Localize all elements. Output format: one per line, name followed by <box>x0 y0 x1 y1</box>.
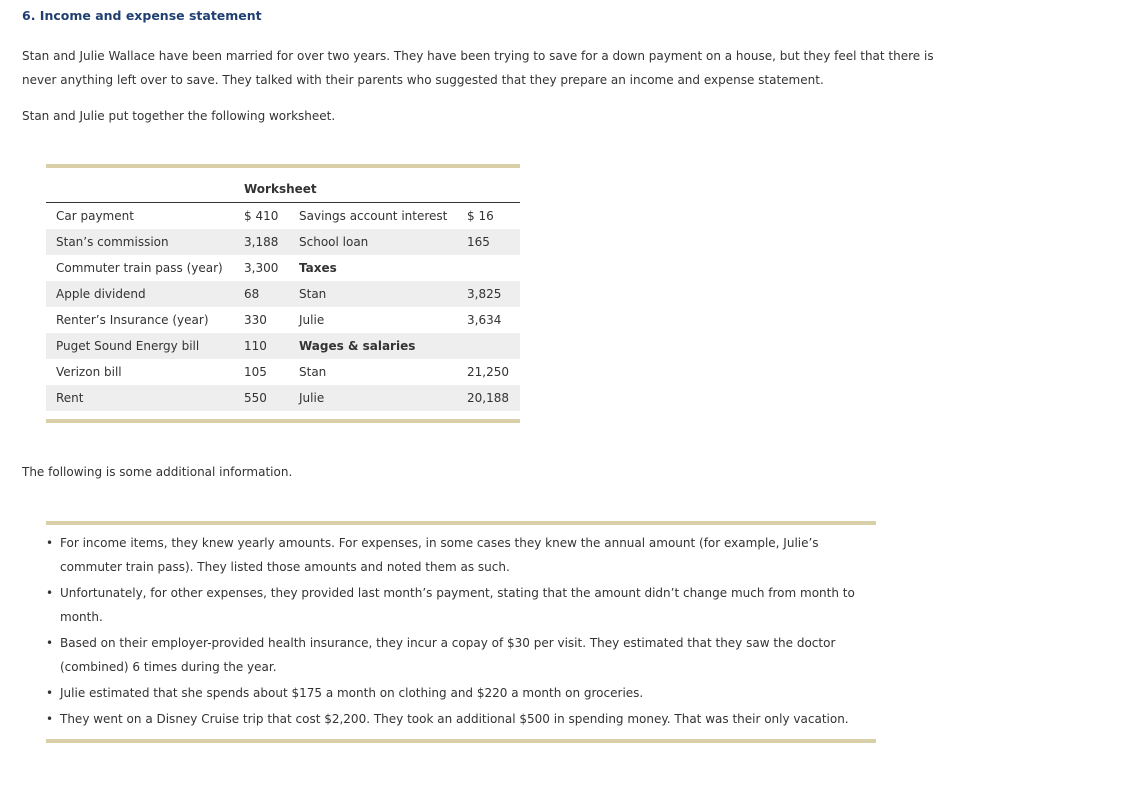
item-label: School loan <box>299 235 369 249</box>
item-amount: $ 16 <box>467 209 494 223</box>
item-label: Renter’s Insurance (year) <box>56 313 209 327</box>
item-amount: 21,250 <box>467 365 509 379</box>
item-amount: 3,300 <box>244 261 279 275</box>
item-amount: 165 <box>467 235 490 249</box>
list-item-text: They went on a Disney Cruise trip that cost $2,200. They took an additional $500 in spending money. That was their only vacation. <box>60 712 849 726</box>
list-item-text: Unfortunately, for other expenses, they provided last month’s payment, stating that the amount didn’t change much from month to month. <box>60 586 855 624</box>
item-amount: 330 <box>244 313 267 327</box>
table-row <box>46 229 520 255</box>
table-row <box>46 385 520 411</box>
bullet-icon: • <box>46 686 54 700</box>
worksheet-title: Worksheet <box>244 182 317 196</box>
worksheet-lead-paragraph: Stan and Julie put together the following worksheet. <box>22 109 336 123</box>
item-amount: 20,188 <box>467 391 509 405</box>
item-label: Julie <box>299 391 325 405</box>
item-label: Stan <box>299 365 327 379</box>
item-label: Stan <box>299 287 327 301</box>
worksheet-table <box>46 164 520 423</box>
list-item <box>46 707 876 731</box>
list-item-text: Julie estimated that she spends about $175 a month on clothing and $220 a month on groceries. <box>60 686 644 700</box>
additional-info-list <box>46 531 876 731</box>
item-amount: $ 410 <box>244 209 279 223</box>
problem-heading: 6. Income and expense statement <box>22 8 262 23</box>
item-amount: 110 <box>244 339 267 353</box>
list-item <box>46 681 876 705</box>
table-row <box>46 307 520 333</box>
item-label: Apple dividend <box>56 287 146 301</box>
additional-info-box <box>46 521 876 743</box>
item-label: Stan’s commission <box>56 235 169 249</box>
bullet-icon: • <box>46 536 54 550</box>
item-label: Commuter train pass (year) <box>56 261 223 275</box>
item-label: Puget Sound Energy bill <box>56 339 200 353</box>
intro-paragraph: Stan and Julie Wallace have been married for over two years. They have been trying to save for a down payment on a house, but they feel that there is never anything left over to save. They talked with their parents who suggested that they prepare an income and expense statement. <box>22 49 934 87</box>
bullet-icon: • <box>46 636 54 650</box>
table-row <box>46 333 520 359</box>
additional-info-lead: The following is some additional information. <box>22 465 293 479</box>
list-item <box>46 581 876 629</box>
item-amount: 3,188 <box>244 235 279 249</box>
item-amount: 550 <box>244 391 267 405</box>
item-amount: 3,825 <box>467 287 502 301</box>
list-item <box>46 531 876 579</box>
section-label-taxes: Taxes <box>299 261 337 275</box>
item-amount: 3,634 <box>467 313 502 327</box>
item-label: Car payment <box>56 209 134 223</box>
item-label: Verizon bill <box>56 365 122 379</box>
bullet-icon: • <box>46 586 54 600</box>
item-amount: 68 <box>244 287 260 301</box>
list-item-text: Based on their employer-provided health insurance, they incur a copay of $30 per visit. They estimated that they saw the doctor (combined) 6 times during the year. <box>60 636 836 674</box>
item-label: Savings account interest <box>299 209 448 223</box>
table-row <box>46 203 520 229</box>
section-label-wages: Wages & salaries <box>299 339 416 353</box>
bullet-icon: • <box>46 712 54 726</box>
item-label: Julie <box>299 313 325 327</box>
worksheet-title-row <box>46 176 520 203</box>
table-row <box>46 281 520 307</box>
list-item <box>46 631 876 679</box>
item-amount: 105 <box>244 365 267 379</box>
list-item-text: For income items, they knew yearly amounts. For expenses, in some cases they knew the annual amount (for example, Julie’s commuter train pass). They listed those amounts and noted them as such. <box>60 536 819 574</box>
item-label: Rent <box>56 391 84 405</box>
table-row <box>46 255 520 281</box>
table-row <box>46 359 520 385</box>
